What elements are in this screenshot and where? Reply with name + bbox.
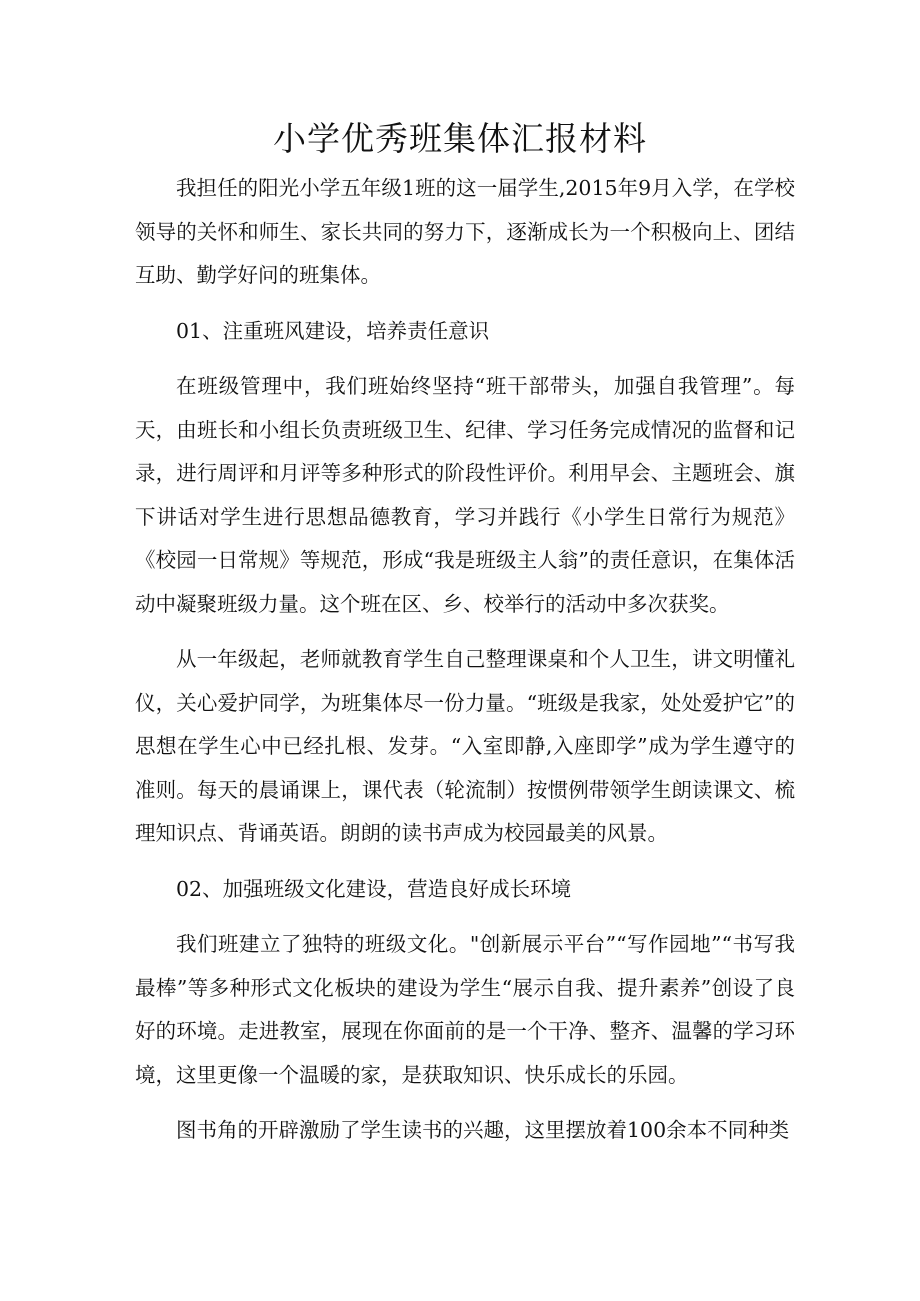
body-paragraph: 从一年级起，老师就教育学生自己整理课桌和个人卫生，讲文明懂礼仪，关心爱护同学，为班集体尽一份力量。“班级是我家，处处爱护它”的思想在学生心中已经扎根、发芽。“入室即静,入座即学”成为学生遵守的准则。每天的晨诵课上，课代表（轮流制）按惯例带领学生朗读课文、梳理知识点、背诵英语。朗朗的读书声成为校园最美的风景。 (135, 647, 795, 845)
body-paragraph: 图书角的开辟激励了学生读书的兴趣，这里摆放着100余本不同种类 (176, 1118, 790, 1142)
intro-paragraph: 我担任的阳光小学五年级1班的这一届学生,2015年9月入学，在学校领导的关怀和师生、家长共同的努力下，逐渐成长为一个积极向上、团结互助、勤学好问的班集体。 (135, 176, 795, 287)
document-title: 小学优秀班集体汇报材料 (273, 119, 647, 158)
section-heading-02: 02、加强班级文化建设，营造良好成长环境 (176, 876, 572, 901)
body-paragraph: 在班级管理中，我们班始终坚持“班干部带头，加强自我管理”。每天，由班长和小组长负责班级卫生、纪律、学习任务完成情况的监督和记录，进行周评和月评等多种形式的阶段性评价。利用早会、主题班会、旗下讲话对学生进行思想品德教育，学习并践行《小学生日常行为规范》《校园一日常规》等规范，形成“我是班级主人翁”的责任意识，在集体活动中凝聚班级力量。这个班在区、乡、校举行的活动中多次获奖。 (135, 374, 795, 616)
section-heading-01: 01、注重班风建设，培养责任意识 (176, 318, 490, 343)
document-body (135, 167, 795, 1165)
body-paragraph: 我们班建立了独特的班级文化。"创新展示平台”“写作园地”“书写我最棒”等多种形式文化板块的建设为学生“展示自我、提升素养”创设了良好的环境。走进教室，展现在你面前的是一个干净、整齐、温馨的学习环境，这里更像一个温暖的家，是获取知识、快乐成长的乐园。 (135, 932, 795, 1087)
